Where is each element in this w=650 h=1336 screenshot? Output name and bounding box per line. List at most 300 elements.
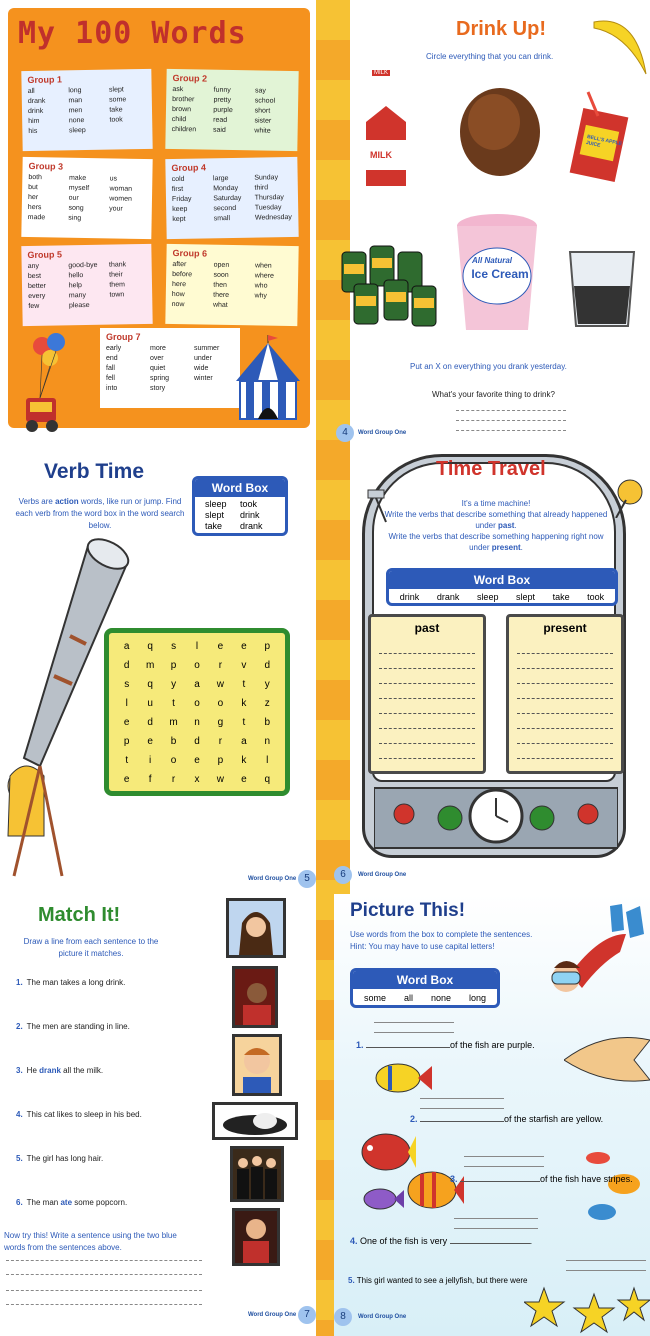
- word-item: where: [254, 272, 274, 280]
- word-item: what: [212, 301, 228, 309]
- instruction: Draw a line from each sentence to the picture it matches.: [23, 937, 159, 958]
- word-item: second: [213, 204, 237, 213]
- instruction-bold: action: [55, 497, 79, 506]
- blank[interactable]: [450, 1243, 530, 1244]
- page-match-it: [0, 894, 316, 1336]
- word-item: our: [68, 194, 79, 202]
- milk-glass-icon[interactable]: [564, 246, 640, 332]
- letter-cell[interactable]: b: [264, 717, 271, 728]
- photo-cat-bed[interactable]: [212, 1102, 298, 1140]
- word-item: winter: [194, 375, 213, 382]
- word-item: took: [109, 116, 123, 124]
- letter-cell[interactable]: f: [148, 774, 152, 785]
- letter-cell[interactable]: k: [241, 698, 247, 709]
- word-item: women: [109, 195, 132, 203]
- letter-cell[interactable]: e: [241, 774, 247, 785]
- sentence-5[interactable]: [348, 1276, 528, 1285]
- word-item: here: [171, 280, 187, 289]
- blank[interactable]: [460, 1181, 540, 1182]
- word-box-list: [389, 589, 615, 605]
- letter-cell[interactable]: v: [241, 660, 247, 671]
- letter-cell[interactable]: r: [171, 774, 176, 785]
- word-item: [110, 126, 147, 134]
- word-item: sing: [68, 214, 82, 222]
- sentence-number: 5.: [16, 1154, 23, 1163]
- group-title: Group 1: [27, 74, 63, 86]
- answer-line[interactable]: [454, 1218, 538, 1219]
- word-box-item: drank: [240, 521, 263, 531]
- gear-dial-icon: [612, 478, 648, 518]
- small-fish-group-icon: [578, 1142, 648, 1232]
- letter-cell[interactable]: l: [125, 698, 128, 709]
- blank[interactable]: [420, 1121, 504, 1122]
- word-item: kept: [172, 215, 186, 224]
- answer-line[interactable]: [374, 1022, 454, 1023]
- writing-line[interactable]: [517, 654, 613, 669]
- sentence-3[interactable]: [450, 1174, 633, 1184]
- word-item: myself: [68, 184, 90, 193]
- sentence-bold-word: drank: [39, 1066, 61, 1075]
- answer-line[interactable]: [566, 1270, 646, 1271]
- page-drink-up: [336, 0, 650, 443]
- prompt-x: Put an X on everything you drank yesterday.: [410, 362, 567, 371]
- letter-cell[interactable]: m: [169, 717, 178, 728]
- word-item: drink: [27, 107, 44, 116]
- word-box-item: drink: [240, 510, 260, 520]
- word-box-title: Word Box: [353, 971, 497, 989]
- letter-cell[interactable]: s: [171, 641, 177, 652]
- letter-cell[interactable]: a: [241, 736, 247, 747]
- word-item: under: [194, 355, 212, 362]
- instruction-2: Hint: You may have to use capital letters!: [350, 942, 495, 951]
- writing-line[interactable]: [379, 654, 475, 669]
- group-word-grid: [106, 345, 234, 392]
- photo-girl[interactable]: [226, 898, 286, 958]
- sentence-2[interactable]: [410, 1114, 603, 1124]
- sentence-1[interactable]: [356, 1040, 535, 1050]
- group-card: [21, 69, 152, 151]
- writing-line[interactable]: [379, 639, 475, 654]
- word-box-item: drink: [399, 592, 420, 602]
- letter-cell[interactable]: e: [123, 774, 130, 785]
- answer-line[interactable]: [454, 1228, 538, 1229]
- letter-cell[interactable]: d: [123, 660, 130, 671]
- letter-cell[interactable]: d: [264, 660, 271, 671]
- sentence-row[interactable]: [16, 978, 125, 987]
- answer-line[interactable]: [420, 1098, 504, 1099]
- word-item: then: [213, 281, 228, 289]
- milk-label: MILK: [374, 70, 389, 76]
- letter-cell[interactable]: w: [216, 679, 225, 690]
- juice-label: BELL'S APPLE JUICE: [585, 133, 623, 149]
- word-item: open: [213, 261, 230, 269]
- word-item: slept: [108, 86, 124, 94]
- word-box-item: drank: [436, 592, 460, 602]
- word-item: best: [27, 272, 42, 281]
- word-item: sleep: [68, 127, 86, 135]
- writing-line[interactable]: [517, 744, 613, 759]
- word-item: better: [27, 282, 46, 291]
- page-title: My 100 Words: [18, 16, 247, 51]
- soda-cans-icon[interactable]: [336, 236, 446, 332]
- word-item: spring: [150, 375, 170, 382]
- letter-cell[interactable]: p: [123, 736, 130, 747]
- word-item: how: [171, 290, 185, 299]
- footer-label: Word Group One: [358, 872, 407, 878]
- word-item: made: [27, 213, 46, 222]
- footer-label: Word Group One: [358, 430, 407, 436]
- letter-cell[interactable]: t: [242, 717, 246, 728]
- letter-cell[interactable]: n: [264, 736, 271, 747]
- sentence-number: 3.: [450, 1174, 458, 1184]
- group-title: Group 3: [28, 160, 64, 172]
- sentence-bold-word: ate: [60, 1198, 73, 1207]
- past-lines[interactable]: [371, 639, 483, 759]
- bread-loaf-icon[interactable]: [454, 84, 546, 180]
- answer-line[interactable]: [464, 1166, 544, 1167]
- word-box-item: none: [430, 993, 451, 1003]
- answer-line[interactable]: [6, 1274, 202, 1275]
- sentence-number: 4.: [16, 1110, 23, 1119]
- word-item: Sunday: [254, 174, 279, 182]
- past-column[interactable]: [368, 614, 486, 774]
- group-word-grid: [172, 174, 293, 223]
- sentence-text: The man takes a long drink.: [26, 978, 126, 987]
- letter-cell[interactable]: q: [147, 679, 153, 690]
- instruction-1: Use words from the box to complete the sentences.: [350, 930, 533, 939]
- word-item: but: [28, 183, 38, 192]
- group-word-grid: [172, 261, 293, 310]
- page-verb-time: [0, 448, 316, 892]
- word-item: pretty: [213, 96, 232, 104]
- word-box: [386, 568, 618, 606]
- writing-line[interactable]: [379, 684, 475, 699]
- word-item: long: [68, 87, 82, 95]
- purple-fish-icon: [360, 1184, 404, 1214]
- letter-cell[interactable]: e: [241, 641, 247, 652]
- word-box-item: sleep: [205, 499, 227, 509]
- group-title: Group 6: [172, 247, 208, 259]
- page-title: Verb Time: [44, 460, 144, 483]
- word-box-item: slept: [205, 510, 225, 520]
- letter-cell[interactable]: l: [195, 641, 199, 652]
- answer-line[interactable]: [6, 1304, 202, 1305]
- word-box-item: all: [403, 993, 413, 1003]
- sentence-4[interactable]: 4. One of the fish is very .: [350, 1236, 533, 1246]
- letter-cell[interactable]: z: [264, 698, 270, 709]
- word-item: say: [254, 87, 266, 95]
- answer-line[interactable]: [6, 1290, 202, 1291]
- letter-cell[interactable]: t: [125, 755, 129, 766]
- word-item: fell: [106, 375, 115, 382]
- letter-cell[interactable]: d: [147, 717, 153, 728]
- group-card: [165, 69, 298, 151]
- word-search-grid[interactable]: [104, 628, 290, 796]
- svg-text:MILK: MILK: [370, 150, 392, 160]
- word-item: more: [150, 345, 166, 352]
- letter-cell[interactable]: q: [264, 774, 271, 785]
- word-item: before: [172, 270, 193, 279]
- word-item: many: [68, 292, 87, 300]
- starfish-group-icon: [524, 1284, 650, 1336]
- letter-cell[interactable]: o: [170, 755, 177, 766]
- photo-men-in-line[interactable]: [230, 1146, 284, 1202]
- intro-line: Write the verbs that describe something that already happened under past.: [384, 510, 608, 530]
- answer-line[interactable]: [456, 420, 566, 421]
- sentence-text: some popcorn.: [72, 1198, 128, 1207]
- word-item: into: [106, 385, 118, 392]
- word-item: few: [28, 302, 40, 311]
- word-item: Saturday: [213, 194, 242, 203]
- sentence-text: of the starfish are yellow.: [504, 1114, 604, 1124]
- word-item: early: [106, 345, 122, 352]
- word-item: white: [254, 127, 271, 135]
- letter-cell[interactable]: r: [218, 660, 223, 671]
- page-title: Drink Up!: [456, 18, 546, 40]
- writing-line[interactable]: [517, 714, 613, 729]
- letter-cell[interactable]: p: [217, 755, 224, 766]
- page-number: 4: [336, 424, 354, 442]
- writing-line[interactable]: [517, 684, 613, 699]
- answer-line[interactable]: [456, 410, 566, 411]
- sentence-row[interactable]: [16, 1198, 127, 1207]
- letter-cell[interactable]: a: [194, 679, 200, 690]
- word-item: end: [106, 355, 118, 362]
- word-box: [192, 476, 288, 536]
- word-item: Wednesday: [254, 213, 292, 222]
- letter-cell[interactable]: e: [194, 755, 200, 766]
- letter-cell[interactable]: d: [194, 736, 200, 747]
- sentence-number: 6.: [16, 1198, 23, 1207]
- word-item: short: [254, 107, 271, 115]
- word-item: woman: [109, 185, 133, 193]
- word-item: after: [172, 260, 187, 269]
- word-item: Tuesday: [254, 204, 282, 212]
- page-number: 8: [334, 1308, 352, 1326]
- present-lines[interactable]: [509, 639, 621, 759]
- word-item: help: [68, 282, 82, 290]
- icecream-label-2: Ice Cream: [471, 267, 529, 281]
- answer-line[interactable]: [6, 1260, 202, 1261]
- letter-cell[interactable]: e: [217, 641, 224, 652]
- answer-line[interactable]: [566, 1260, 646, 1261]
- group-title: Group 5: [27, 249, 63, 261]
- letter-cell[interactable]: a: [123, 641, 130, 652]
- letter-cell[interactable]: m: [145, 660, 155, 671]
- word-box-title: Word Box: [389, 571, 615, 589]
- group-word-grid: [28, 174, 147, 223]
- page-picture-this: [334, 894, 650, 1336]
- writing-line[interactable]: [379, 744, 475, 759]
- letter-cell[interactable]: q: [147, 641, 153, 652]
- word-box-item: long: [468, 993, 486, 1003]
- sentence-text: He: [26, 1066, 40, 1075]
- word-item: his: [28, 127, 38, 136]
- word-item: every: [28, 292, 46, 301]
- word-item: funny: [213, 86, 231, 94]
- group-title: Group 7: [106, 332, 141, 342]
- word-box-list: [353, 989, 497, 1007]
- answer-line[interactable]: [456, 430, 566, 431]
- page-number: 5: [298, 870, 316, 888]
- letter-cell[interactable]: o: [194, 660, 200, 671]
- word-item: Monday: [213, 184, 239, 193]
- letter-cell[interactable]: e: [123, 717, 130, 728]
- intro-text-part: Write the verbs that describe something that already happened under: [384, 510, 608, 530]
- present-heading: present: [543, 621, 587, 635]
- group-title: Group 2: [172, 72, 208, 84]
- instruction-text: words, like run or jump. Find each verb from the word box in the word search below.: [15, 497, 185, 530]
- sentence-number: 4.: [350, 1236, 358, 1246]
- sentence-row[interactable]: [16, 1066, 103, 1075]
- letter-cell[interactable]: g: [217, 717, 224, 728]
- word-item: over: [150, 355, 164, 362]
- sentence-text: of the fish have stripes.: [540, 1174, 633, 1184]
- word-item: them: [109, 281, 125, 289]
- letter-cell[interactable]: x: [194, 774, 200, 785]
- photo-man-popcorn[interactable]: [232, 1208, 280, 1266]
- past-heading: past: [414, 621, 440, 635]
- word-box-title: Word Box: [195, 479, 285, 497]
- letter-cell[interactable]: y: [171, 679, 177, 690]
- word-item: who: [254, 282, 268, 290]
- word-item: quiet: [150, 365, 166, 372]
- word-item: hers: [27, 203, 42, 212]
- icecream-label-1: All Natural: [472, 256, 513, 265]
- sentence-row[interactable]: [16, 1110, 142, 1119]
- word-box: [350, 968, 500, 1008]
- sentence-text: This girl wanted to see a jellyfish, but there were: [356, 1276, 528, 1285]
- group-card: [21, 157, 152, 239]
- letter-cell[interactable]: u: [147, 698, 153, 709]
- word-item: first: [171, 185, 184, 194]
- diver-girl-illustration: [530, 904, 650, 1034]
- word-item: drank: [27, 97, 46, 106]
- prompt-favorite: What's your favorite thing to drink?: [432, 390, 555, 399]
- present-column[interactable]: [506, 614, 624, 774]
- word-item: some: [109, 96, 127, 104]
- writing-line[interactable]: [379, 714, 475, 729]
- footer-label: Word Group One: [358, 1314, 407, 1320]
- word-item: child: [171, 115, 187, 124]
- word-box-item: some: [363, 993, 386, 1003]
- letter-cell[interactable]: o: [217, 698, 224, 709]
- letter-cell[interactable]: s: [124, 679, 130, 690]
- sentence-text: all the milk.: [60, 1066, 104, 1075]
- word-item: children: [171, 125, 197, 134]
- writing-line[interactable]: [379, 699, 475, 714]
- page-time-travel: [334, 448, 650, 892]
- circus-tent-icon: [228, 335, 308, 425]
- word-item: him: [28, 117, 40, 126]
- word-item: men: [68, 107, 83, 115]
- writing-line[interactable]: [517, 699, 613, 714]
- writing-line[interactable]: [517, 669, 613, 684]
- letter-cell[interactable]: k: [241, 755, 247, 766]
- word-item: Thursday: [254, 194, 284, 202]
- fish-shark-illustration: [564, 1020, 650, 1090]
- answer-line[interactable]: [464, 1156, 544, 1157]
- page-title: Match It!: [38, 904, 121, 926]
- writing-line[interactable]: [517, 729, 613, 744]
- word-item: [109, 215, 146, 223]
- word-box-list: [195, 497, 285, 533]
- word-item: cold: [171, 175, 185, 184]
- photo-man-drinking[interactable]: [232, 966, 278, 1028]
- milk-carton-icon[interactable]: [362, 100, 410, 190]
- letter-cell[interactable]: w: [216, 774, 225, 785]
- letter-cell[interactable]: n: [194, 717, 200, 728]
- letter-cell[interactable]: l: [266, 755, 269, 766]
- sentence-row[interactable]: [16, 1154, 103, 1163]
- word-item: read: [213, 116, 228, 124]
- letter-cell[interactable]: t: [242, 679, 246, 690]
- group-word-grid: [172, 86, 293, 135]
- word-item: said: [212, 126, 226, 134]
- letter-cell[interactable]: t: [172, 698, 175, 709]
- word-search-letters[interactable]: [115, 641, 279, 785]
- word-item: brother: [172, 95, 195, 104]
- word-item: brown: [171, 105, 192, 114]
- footer-label: Word Group One: [248, 876, 297, 882]
- letter-cell[interactable]: p: [264, 641, 271, 652]
- word-item: [254, 302, 291, 310]
- letter-cell[interactable]: y: [264, 679, 270, 690]
- sentence-text: The men are standing in line.: [26, 1022, 130, 1031]
- photo-boy-milk[interactable]: [232, 1034, 282, 1096]
- letter-cell[interactable]: e: [147, 736, 153, 747]
- letter-cell[interactable]: i: [149, 755, 152, 766]
- blank[interactable]: [366, 1047, 450, 1048]
- letter-cell[interactable]: b: [170, 736, 177, 747]
- intro-bold: present: [491, 543, 521, 552]
- word-item: wide: [194, 365, 209, 372]
- sentence-number: 2.: [16, 1022, 23, 1031]
- word-item: purple: [213, 106, 233, 115]
- balloons-circus-illustration: [10, 328, 90, 436]
- answer-line[interactable]: [420, 1108, 504, 1109]
- word-item: both: [28, 173, 43, 182]
- word-box-item: take: [205, 521, 223, 531]
- page-title: Picture This!: [350, 900, 466, 921]
- intro-line: It's a time machine!: [461, 499, 531, 508]
- writing-line[interactable]: [379, 729, 475, 744]
- letter-cell[interactable]: p: [170, 660, 177, 671]
- word-item: us: [109, 175, 118, 183]
- word-item: hello: [68, 272, 84, 280]
- word-item: man: [68, 97, 83, 105]
- sentence-text: This cat likes to sleep in his bed.: [26, 1110, 142, 1119]
- sentence-row[interactable]: [16, 1022, 130, 1031]
- page-number: 6: [334, 866, 352, 884]
- sentence-number: 3.: [16, 1066, 23, 1075]
- answer-line[interactable]: [374, 1032, 454, 1033]
- writing-line[interactable]: [517, 639, 613, 654]
- word-item: now: [171, 300, 185, 309]
- footer-label: Word Group One: [248, 1312, 297, 1318]
- lever-icon: [364, 488, 398, 524]
- group-word-grid: [28, 261, 147, 310]
- word-item: summer: [194, 345, 220, 352]
- word-item: all: [27, 87, 35, 96]
- letter-cell[interactable]: o: [194, 698, 200, 709]
- writing-line[interactable]: [379, 669, 475, 684]
- letter-cell[interactable]: r: [218, 736, 223, 747]
- sentence-number: 1.: [16, 978, 23, 987]
- word-item: why: [254, 292, 267, 300]
- word-item: her: [27, 193, 39, 202]
- sentence-number: 5.: [348, 1276, 355, 1285]
